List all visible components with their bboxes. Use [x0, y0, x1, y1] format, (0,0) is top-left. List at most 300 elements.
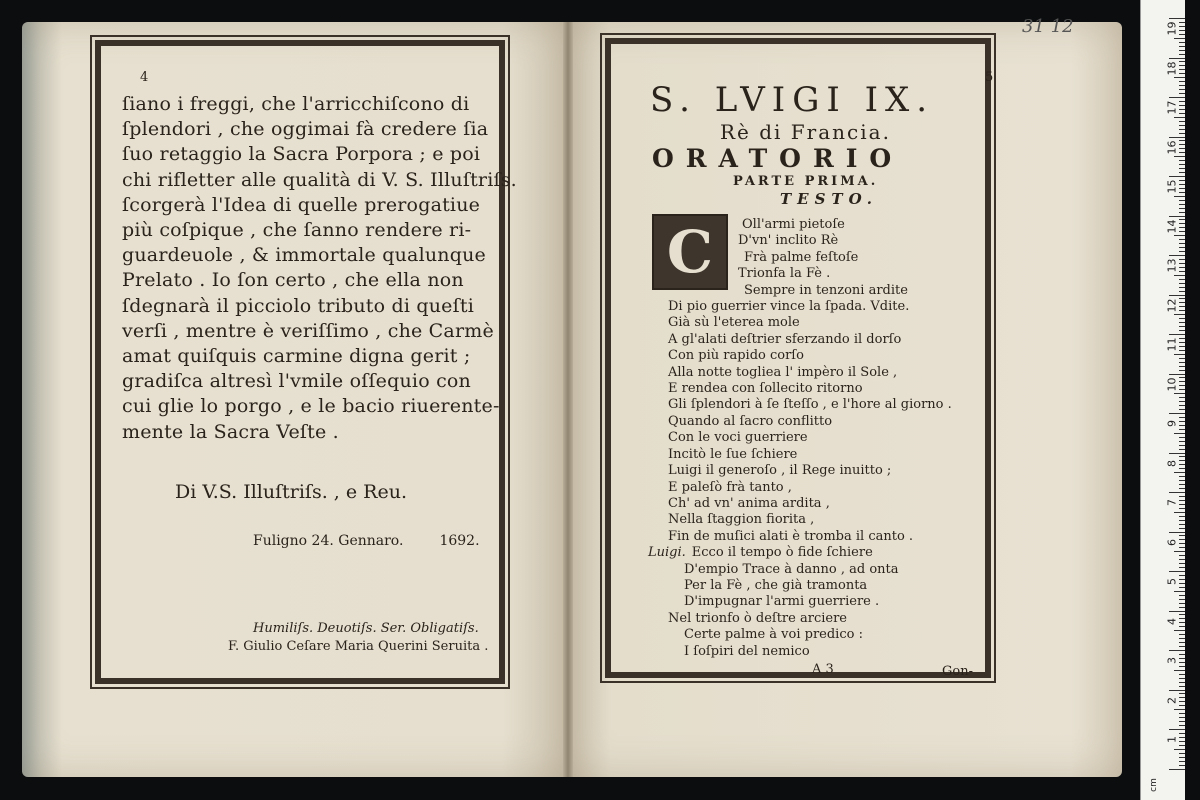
verse-line: [648, 496, 952, 512]
verse-text: Certe palme à voi predico :: [684, 627, 863, 643]
ruler-tick: [1179, 287, 1185, 288]
ruler-tick: [1179, 701, 1185, 702]
verse-text: Già sù l'eterea mole: [668, 315, 800, 331]
ruler-number: 5: [1165, 578, 1179, 585]
ruler-tick: [1179, 168, 1185, 169]
ruler-tick: [1179, 464, 1185, 465]
ruler-tick: [1169, 650, 1185, 651]
verse-line: [648, 627, 952, 643]
verse-line: [648, 315, 952, 331]
ruler-tick: [1179, 579, 1185, 580]
ruler-number: 17: [1165, 100, 1179, 115]
dedication-line: ſiano i freggi, che l'arricchiſcono di: [122, 93, 470, 115]
ruler-tick: [1179, 417, 1185, 418]
ruler-tick: [1179, 662, 1185, 663]
ruler-tick: [1179, 547, 1185, 548]
ruler-tick: [1174, 393, 1185, 394]
ruler-tick: [1179, 121, 1185, 122]
verse-line: [648, 414, 952, 430]
verse-line: [648, 365, 952, 381]
ruler-tick: [1179, 42, 1185, 43]
verse-line: [648, 348, 952, 364]
ruler-tick: [1174, 235, 1185, 236]
verse-line: [648, 562, 952, 578]
verse-line: [648, 283, 952, 299]
verse-text: Ch' ad vn' anima ardita ,: [668, 495, 830, 511]
ruler-tick: [1179, 441, 1185, 442]
ruler-tick: [1169, 97, 1185, 98]
verse-line: [648, 397, 952, 413]
verse-text: Luigi il generoſo , il Rege inuitto ;: [668, 463, 892, 479]
ruler-tick: [1179, 322, 1185, 323]
ruler-tick: [1174, 354, 1185, 355]
ruler-tick: [1179, 330, 1185, 331]
role-heading: TESTO.: [780, 190, 878, 208]
verse-text: Per la Fè , che già tramonta: [684, 577, 868, 593]
ruler-tick: [1179, 614, 1185, 615]
title-genre: ORATORIO: [652, 144, 904, 173]
speaker-name: Luigi.: [648, 545, 686, 561]
verse-text: Trionfa la Fè .: [738, 266, 831, 282]
ruler-tick: [1179, 686, 1185, 687]
ruler-tick: [1179, 634, 1185, 635]
ruler-tick: [1179, 666, 1185, 667]
verse-line: [648, 430, 952, 446]
verse-text: Incitò le ſue ſchiere: [668, 446, 798, 462]
ruler-tick: [1179, 429, 1185, 430]
ruler-tick: [1179, 713, 1185, 714]
oratorio-verses: [648, 217, 952, 660]
verse-line: [648, 447, 952, 463]
ruler-tick: [1179, 129, 1185, 130]
signature-mark: A 3: [812, 662, 834, 677]
ruler-tick: [1179, 476, 1185, 477]
ruler-tick: [1169, 571, 1185, 572]
ruler-tick: [1179, 646, 1185, 647]
ruler-tick: [1174, 156, 1185, 157]
ruler-tick: [1179, 30, 1185, 31]
ruler-tick: [1179, 271, 1185, 272]
ruler-tick: [1169, 729, 1185, 730]
ruler-tick: [1174, 749, 1185, 750]
ruler-tick: [1179, 26, 1185, 27]
ruler-tick: [1179, 741, 1185, 742]
dedication-line: guardeuole , & immortale qualunque: [122, 244, 486, 267]
ruler-tick: [1179, 140, 1185, 141]
ruler-tick: [1179, 484, 1185, 485]
ruler-tick: [1174, 551, 1185, 552]
ruler-tick: [1169, 295, 1185, 296]
ruler-tick: [1179, 267, 1185, 268]
verse-text: Di pio guerrier vince la ſpada. Vdite.: [668, 299, 910, 315]
ruler-tick: [1169, 413, 1185, 414]
ruler-tick: [1179, 539, 1185, 540]
dedication-line: ſcorgerà l'Idea di quelle prerogatiue: [122, 193, 481, 216]
ruler-tick: [1179, 164, 1185, 165]
ruler-tick: [1169, 255, 1185, 256]
ruler-number: 16: [1165, 140, 1179, 154]
verse-line: [648, 529, 952, 545]
handwritten-note: 31 12: [1022, 16, 1074, 37]
humility-formula: Humiliſs. Deuotiſs. Ser. Obligatiſs.: [253, 621, 479, 636]
ruler-tick: [1169, 690, 1185, 691]
ruler-tick: [1174, 670, 1185, 671]
ruler-tick: [1179, 745, 1185, 746]
ruler-tick: [1179, 508, 1185, 509]
ruler-tick: [1179, 65, 1185, 66]
verse-line: [648, 381, 952, 397]
verse-line: [648, 233, 952, 249]
ruler-tick: [1179, 291, 1185, 292]
ruler-tick: [1179, 85, 1185, 86]
ruler-tick: [1179, 81, 1185, 82]
ruler-tick: [1179, 421, 1185, 422]
ruler-tick: [1179, 520, 1185, 521]
ruler-tick: [1179, 109, 1185, 110]
ruler-tick: [1179, 263, 1185, 264]
initial-letter: C: [666, 218, 714, 286]
ruler-tick: [1174, 117, 1185, 118]
ruler-tick: [1179, 733, 1185, 734]
ruler-tick: [1179, 559, 1185, 560]
ruler-tick: [1179, 437, 1185, 438]
ruler-tick: [1179, 425, 1185, 426]
ruler-tick: [1179, 239, 1185, 240]
ruler-tick: [1179, 468, 1185, 469]
ruler-tick: [1179, 219, 1185, 220]
year: 1692.: [439, 533, 480, 549]
verse-text: I ſoſpiri del nemico: [684, 643, 810, 659]
ruler-tick: [1179, 460, 1185, 461]
verse-text: Sempre in tenzoni ardite: [744, 282, 908, 298]
ruler-tick: [1179, 456, 1185, 457]
verse-text: A gl'alati deſtrier sferzando il dorſo: [668, 331, 902, 347]
ruler-tick: [1179, 583, 1185, 584]
ruler-tick: [1179, 243, 1185, 244]
ruler-tick: [1169, 334, 1185, 335]
ruler-number: 4: [1165, 617, 1179, 625]
dedication-line: Prelato . Io ſon certo , che ella non: [122, 269, 464, 292]
ruler-tick: [1179, 69, 1185, 70]
ruler-tick: [1179, 555, 1185, 556]
ruler-tick: [1179, 204, 1185, 205]
ruler-tick: [1179, 350, 1185, 351]
ruler-tick: [1179, 283, 1185, 284]
verse-line: [648, 266, 952, 282]
ruler-tick: [1179, 200, 1185, 201]
ruler-tick: [1179, 765, 1185, 766]
ruler-tick: [1179, 212, 1185, 213]
ruler-tick: [1179, 101, 1185, 102]
ruler-unit: cm: [1148, 778, 1159, 792]
dedication-line: amat quiſquis carmine digna gerit ;: [122, 345, 471, 368]
left-page-number: 4: [140, 70, 149, 85]
ruler-tick: [1179, 535, 1185, 536]
ruler-tick: [1179, 223, 1185, 224]
ruler-tick: [1174, 630, 1185, 631]
ruler-tick: [1179, 595, 1185, 596]
verse-text: Fin de muſici alati è tromba il canto .: [668, 528, 914, 544]
ruler-tick: [1179, 761, 1185, 762]
ruler-tick: [1179, 22, 1185, 23]
ruler-tick: [1179, 603, 1185, 604]
ruler-tick: [1179, 54, 1185, 55]
ruler-tick: [1174, 77, 1185, 78]
ruler-number: 14: [1165, 219, 1179, 233]
ruler-tick: [1179, 638, 1185, 639]
ruler-tick: [1174, 472, 1185, 473]
ruler-tick: [1179, 160, 1185, 161]
verse-text: Gli ſplendori à ſe ſteſſo , e l'hore al giorno .: [668, 397, 952, 413]
ruler-tick: [1179, 358, 1185, 359]
ruler-number: 13: [1165, 258, 1179, 273]
ruler-tick: [1179, 480, 1185, 481]
place-date-line: [253, 533, 480, 549]
ruler-tick: [1179, 618, 1185, 619]
verse-line: [648, 644, 952, 660]
ruler-tick: [1179, 516, 1185, 517]
ruler-tick: [1174, 433, 1185, 434]
ruler-tick: [1179, 654, 1185, 655]
dedication-line: mente la Sacra Veſte .: [122, 420, 339, 443]
ruler-tick: [1179, 366, 1185, 367]
ruler-number: 10: [1165, 377, 1179, 391]
title-subtitle: Rè di Francia.: [720, 120, 891, 144]
ruler-number: 7: [1165, 499, 1179, 506]
measurement-ruler: [1140, 0, 1185, 800]
ruler-tick: [1179, 298, 1185, 299]
ruler-tick: [1179, 338, 1185, 339]
ruler-tick: [1179, 524, 1185, 525]
verse-line: [648, 578, 952, 594]
ruler-tick: [1179, 73, 1185, 74]
ruler-tick: [1179, 180, 1185, 181]
ruler-number: 6: [1165, 538, 1179, 546]
right-page-number: 5: [985, 70, 994, 85]
ruler-tick: [1179, 152, 1185, 153]
ruler-tick: [1179, 188, 1185, 189]
ruler-tick: [1179, 231, 1185, 232]
dedication-line: ſplendori , che oggimai fà credere ſia: [122, 118, 489, 141]
verse-text: Nel trionfo ò deſtre arciere: [668, 610, 847, 626]
ruler-tick: [1169, 374, 1185, 375]
ruler-tick: [1179, 504, 1185, 505]
verse-line: [648, 545, 952, 561]
ruler-tick: [1179, 144, 1185, 145]
ruler-tick: [1169, 532, 1185, 533]
verse-text: Frà palme feſtoſe: [744, 249, 859, 265]
ruler-tick: [1179, 674, 1185, 675]
ruler-number: 12: [1165, 298, 1179, 312]
ruler-tick: [1179, 302, 1185, 303]
ruler-tick: [1179, 133, 1185, 134]
ruler-tick: [1169, 137, 1185, 138]
verse-line: [648, 299, 952, 315]
ruler-tick: [1179, 500, 1185, 501]
ruler-number: 3: [1165, 657, 1179, 664]
ruler-number: 2: [1165, 696, 1179, 704]
ruler-tick: [1179, 693, 1185, 694]
ruler-tick: [1179, 279, 1185, 280]
ruler-tick: [1179, 563, 1185, 564]
ruler-tick: [1179, 587, 1185, 588]
verse-line: [648, 594, 952, 610]
book-gutter: [563, 22, 573, 777]
ruler-tick: [1179, 208, 1185, 209]
ruler-number: 18: [1165, 61, 1179, 75]
ruler-tick: [1179, 381, 1185, 382]
ruler-tick: [1179, 61, 1185, 62]
verse-text: E rendea con ſollecito ritorno: [668, 381, 863, 397]
ruler-tick: [1179, 342, 1185, 343]
verse-line: [648, 611, 952, 627]
ruler-tick: [1169, 18, 1185, 19]
verse-line: [648, 332, 952, 348]
ruler-tick: [1169, 176, 1185, 177]
ruler-tick: [1179, 46, 1185, 47]
ruler-tick: [1179, 705, 1185, 706]
verse-text: Con più rapido corſo: [668, 348, 804, 364]
ruler-tick: [1179, 697, 1185, 698]
place-date: Fuligno 24. Gennaro.: [253, 533, 404, 549]
ruler-tick: [1179, 389, 1185, 390]
ruler-tick: [1169, 611, 1185, 612]
verse-text: Con le voci guerriere: [668, 430, 808, 446]
ruler-tick: [1179, 449, 1185, 450]
ruler-tick: [1179, 678, 1185, 679]
verse-text: D'impugnar l'armi guerriere .: [684, 594, 880, 610]
ruler-tick: [1179, 397, 1185, 398]
ruler-tick: [1169, 492, 1185, 493]
dedication-line: gradiſca altresì l'vmile oſſequio con: [122, 370, 471, 393]
verse-text: Oll'armi pietoſe: [742, 217, 845, 232]
ruler-number: 9: [1165, 420, 1179, 427]
ruler-tick: [1179, 184, 1185, 185]
ruler-tick: [1179, 93, 1185, 94]
ruler-tick: [1179, 528, 1185, 529]
ruler-tick: [1179, 113, 1185, 114]
ruler-tick: [1179, 326, 1185, 327]
ruler-tick: [1179, 401, 1185, 402]
ruler-tick: [1174, 512, 1185, 513]
ruler-tick: [1179, 658, 1185, 659]
ruler-tick: [1179, 753, 1185, 754]
ruler-tick: [1179, 488, 1185, 489]
ruler-tick: [1169, 216, 1185, 217]
ruler-tick: [1174, 314, 1185, 315]
ruler-number: 8: [1165, 459, 1179, 467]
ruler-tick: [1179, 377, 1185, 378]
verse-line: [648, 463, 952, 479]
dedication-text: [122, 92, 517, 445]
ruler-tick: [1179, 306, 1185, 307]
dedication-line: ſdegnarà il picciolo tributo di queſti: [122, 294, 474, 317]
verse-line: [648, 250, 952, 266]
verse-text: Nella ſtaggion fiorita ,: [668, 512, 815, 528]
ruler-tick: [1179, 721, 1185, 722]
dedication-line: più coſpique , che ſanno rendere ri-: [122, 219, 472, 242]
ruler-tick: [1179, 599, 1185, 600]
ruler-tick: [1179, 445, 1185, 446]
dedication-line: verſi , mentre è veriſſimo , che Carmè: [122, 319, 494, 342]
part-heading: PARTE PRIMA.: [733, 174, 879, 189]
catchword: Gon-: [942, 664, 973, 679]
ruler-number: 19: [1165, 21, 1179, 36]
verse-text: D'vn' inclito Rè: [738, 233, 839, 249]
ruler-tick: [1179, 575, 1185, 576]
ruler-tick: [1179, 543, 1185, 544]
ruler-tick: [1179, 385, 1185, 386]
ruler-tick: [1179, 622, 1185, 623]
ruler-tick: [1179, 172, 1185, 173]
ruler-tick: [1179, 642, 1185, 643]
ruler-tick: [1179, 409, 1185, 410]
ruler-tick: [1169, 453, 1185, 454]
verse-line: [648, 217, 952, 233]
ruler-tick: [1179, 362, 1185, 363]
ruler-tick: [1179, 251, 1185, 252]
ruler-tick: [1179, 607, 1185, 608]
verse-line: [648, 480, 952, 496]
ruler-tick: [1179, 89, 1185, 90]
dedication-line: ſuo retaggio la Sacra Porpora ; e poi: [122, 143, 481, 166]
ruler-tick: [1179, 34, 1185, 35]
dedication-line: cui glie lo porgo , e le bacio riuerente-: [122, 395, 500, 418]
ruler-tick: [1169, 769, 1185, 770]
dedication-signature: Di V.S. Illuſtriſs. , e Reu.: [175, 481, 407, 503]
ruler-tick: [1179, 626, 1185, 627]
ruler-tick: [1179, 737, 1185, 738]
verse-text: Ecco il tempo ò fide ſchiere: [691, 545, 873, 561]
ruler-tick: [1179, 496, 1185, 497]
ruler-tick: [1179, 405, 1185, 406]
ruler-tick: [1179, 247, 1185, 248]
verse-text: Quando al ſacro conflitto: [668, 413, 833, 429]
ruler-tick: [1179, 125, 1185, 126]
verse-text: E paleſò frà tanto ,: [668, 479, 792, 495]
verse-text: Alla notte togliea l' impèro il Sole ,: [668, 364, 898, 380]
ruler-tick: [1179, 192, 1185, 193]
ruler-tick: [1174, 196, 1185, 197]
dedication-line: chi rifletter alle qualità di V. S. Illuſtriſs.: [122, 168, 517, 191]
ruler-tick: [1179, 682, 1185, 683]
ruler-tick: [1179, 105, 1185, 106]
ruler-tick: [1179, 227, 1185, 228]
ruler-tick: [1179, 318, 1185, 319]
ruler-tick: [1179, 259, 1185, 260]
ruler-number: 15: [1165, 179, 1179, 194]
ruler-tick: [1174, 591, 1185, 592]
ruler-tick: [1174, 709, 1185, 710]
verse-line: [648, 512, 952, 528]
ruler-tick: [1179, 370, 1185, 371]
ruler-number: 1: [1165, 736, 1179, 743]
ruler-tick: [1179, 725, 1185, 726]
verse-text: D'empio Trace à danno , ad onta: [684, 561, 899, 577]
ruler-tick: [1179, 148, 1185, 149]
title-main: S. LVIGI IX.: [650, 80, 935, 120]
ruler-tick: [1179, 346, 1185, 347]
ruler-tick: [1179, 757, 1185, 758]
ruler-tick: [1179, 310, 1185, 311]
ruler-tick: [1174, 38, 1185, 39]
ruler-number: 11: [1165, 337, 1179, 352]
ruler-tick: [1179, 50, 1185, 51]
ruler-tick: [1174, 275, 1185, 276]
ruler-tick: [1179, 567, 1185, 568]
author-name: F. Giulio Ceſare Maria Querini Seruita .: [228, 639, 489, 654]
ruler-tick: [1179, 717, 1185, 718]
